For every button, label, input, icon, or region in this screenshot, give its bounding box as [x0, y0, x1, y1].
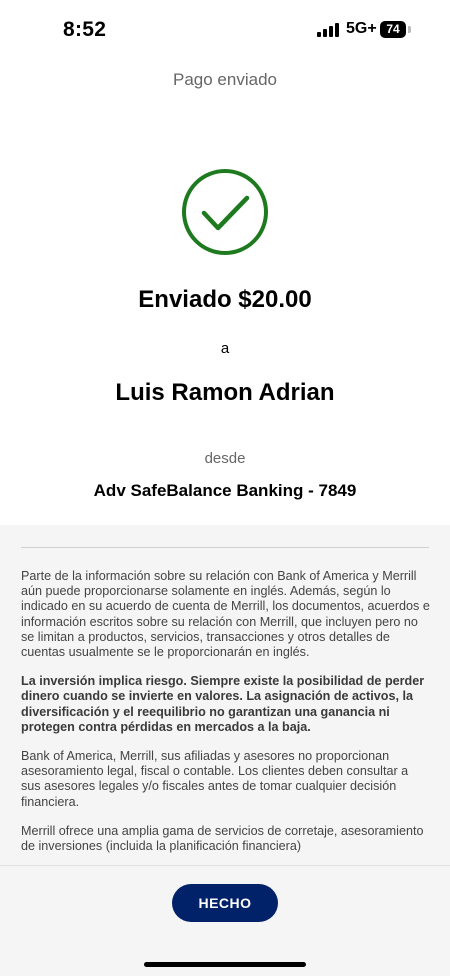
status-bar [0, 0, 450, 60]
battery-tip [408, 26, 411, 33]
signal-icon [317, 23, 339, 37]
disclosure-paragraph: Merrill ofrece una amplia gama de servicios de corretaje, asesoramiento de inversiones (incluida la planificación financiera) [21, 823, 424, 854]
checkmark-circle-icon [181, 168, 269, 256]
status-time: 8:52 [63, 18, 107, 41]
disclosure-paragraph: Bank of America, Merrill, sus afiliadas y asesores no proporcionan asesoramiento legal, fiscal o contable. Los clientes deben consultar a sus asesores legales y/o fiscales antes de tomar cualquier decisión financiera. [21, 749, 409, 809]
to-label: a [220, 340, 230, 357]
network-label: 5G+ [346, 20, 377, 37]
footer-bar [0, 865, 450, 976]
disclosure-paragraph: Parte de la información sobre su relación con Bank of America y Merrill aún puede proporcionarse solamente en inglés. Además, según lo indicado en su acuerdo de cuenta de Merrill, los documentos, acuerdos e información escritos sobre su relación con Merrill, que incluyen pero no se limitan a productos, servicios, transacciones y otros detalles de cuentas usualmente se le proporcionarán en inglés. [21, 569, 430, 660]
done-button[interactable]: HECHO [172, 884, 278, 922]
battery-icon [380, 21, 412, 38]
page-title: Pago enviado [173, 70, 277, 89]
sent-amount: Enviado $20.00 [138, 286, 312, 313]
risk-disclosure-paragraph: La inversión implica riesgo. Siempre existe la posibilidad de perder dinero cuando se invierte en valores. La asignación de activos, la diversificación y el reequilibrio no garantizan una ganancia ni protegen contra pérdidas en mercados a la baja. [21, 674, 425, 734]
disclosure-panel[interactable] [0, 525, 450, 865]
divider [21, 547, 429, 548]
disclosure-text [21, 569, 431, 865]
battery-level: 74 [380, 21, 406, 38]
home-indicator[interactable] [144, 962, 306, 967]
from-label: desde [204, 450, 246, 467]
recipient-name: Luis Ramon Adrian [115, 379, 335, 406]
source-account: Adv SafeBalance Banking - 7849 [93, 481, 357, 500]
